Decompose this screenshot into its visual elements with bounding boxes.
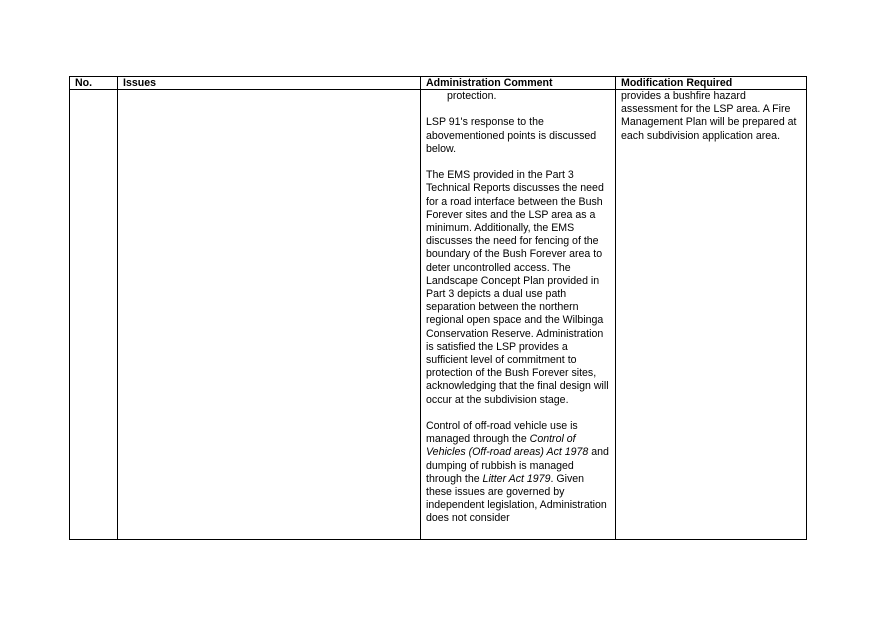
table-row bbox=[70, 90, 807, 540]
cell-administration-comment bbox=[421, 90, 616, 540]
cell-no bbox=[70, 90, 118, 540]
header-administration-comment: Administration Comment bbox=[421, 77, 616, 90]
issues-table bbox=[69, 76, 807, 540]
legislation-title: Litter Act 1979 bbox=[482, 472, 551, 485]
admin-comment-paragraph-2: LSP 91's response to the abovementioned points is discussed below. bbox=[426, 116, 597, 155]
cell-modification-required: provides a bushfire hazard assessment for the LSP area. A Fire Management Plan will be prepared at each subdivision application area. bbox=[616, 90, 807, 540]
admin-comment-paragraph-3: The EMS provided in the Part 3 Technical Reports discusses the need for a road interface between the Bush Forever sites and the LSP area as a minimum. Additionally, the EMS discusses the need for fencing of the boundary of the Bush Forever area to deter uncontrolled access. The Landscape Concept Plan provided in Part 3 depicts a dual use path separation between the northern regional open space and the Wilbinga Conservation Reserve. Administration is satisfied the LSP provides a sufficient level of commitment to protection of the Bush Forever sites, acknowledging that the final design will occur at the subdivision stage. bbox=[426, 169, 609, 406]
legislation-title: Control of Vehicles (Off-road areas) Act 1978 bbox=[426, 433, 589, 459]
admin-comment-text: . Given these issues are governed by independent legislation, Administration does not consider bbox=[426, 472, 607, 525]
cell-issues bbox=[118, 90, 421, 540]
admin-comment-text: and dumping of rubbish is managed through the bbox=[426, 446, 609, 485]
header-issues: Issues bbox=[118, 77, 421, 90]
table-header-row bbox=[70, 77, 807, 90]
admin-comment-text: Control of off-road vehicle use is managed through the bbox=[426, 420, 578, 446]
header-no: No. bbox=[70, 77, 118, 90]
admin-comment-paragraph-1: protection. bbox=[447, 90, 497, 102]
admin-comment-paragraph-4 bbox=[426, 420, 611, 526]
header-modification-required: Modification Required bbox=[616, 77, 807, 90]
